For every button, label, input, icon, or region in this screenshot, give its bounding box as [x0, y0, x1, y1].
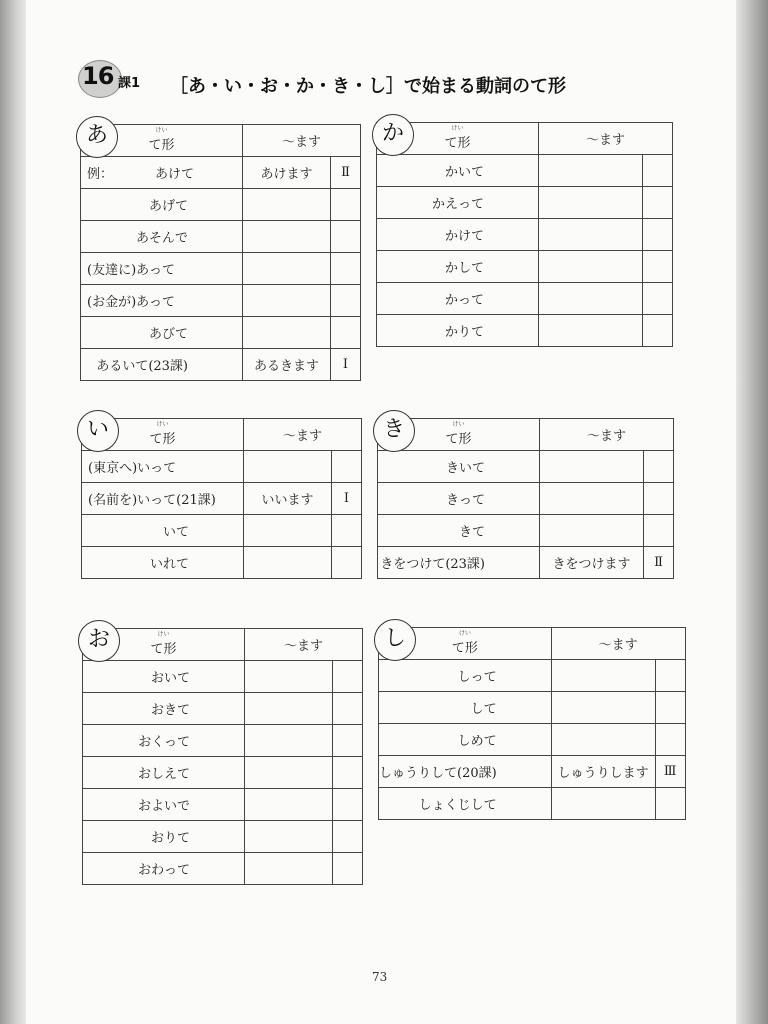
verb-row — [81, 221, 361, 253]
masu-form-cell — [245, 789, 333, 821]
te-form-cell — [83, 725, 245, 757]
te-form-text: きいて — [445, 461, 485, 476]
te-form-cell — [377, 155, 539, 187]
verb-group-cell — [333, 821, 363, 853]
te-form-cell — [379, 724, 552, 756]
masu-form-cell — [245, 661, 333, 693]
verb-table — [377, 418, 674, 579]
masu-form-cell — [551, 724, 655, 756]
masu-form-cell — [244, 451, 332, 483]
te-form-cell — [83, 693, 245, 725]
te-form-cell — [81, 221, 243, 253]
verb-group-cell — [333, 757, 363, 789]
te-form-header: けい て形 — [379, 628, 552, 660]
te-form-text: かけて — [444, 229, 484, 244]
te-form-text: して — [470, 702, 497, 717]
te-form-text: しゅうりして(20課) — [379, 766, 497, 781]
te-form-cell — [377, 219, 539, 251]
verb-row — [377, 283, 673, 315]
masu-form-cell — [245, 821, 333, 853]
section-kana-circle: し — [374, 619, 416, 661]
te-form-text: おりて — [150, 831, 190, 846]
verb-row — [81, 285, 361, 317]
te-form-cell — [378, 515, 540, 547]
masu-form-cell — [540, 451, 644, 483]
masu-form-cell — [539, 283, 643, 315]
masu-form-cell — [245, 757, 333, 789]
section-kana-circle: い — [77, 410, 119, 452]
verb-table — [376, 122, 673, 347]
te-form-text: あそんで — [135, 231, 188, 246]
verb-row — [81, 349, 361, 381]
te-form-text: しって — [457, 670, 497, 685]
section-ka — [376, 122, 673, 347]
verb-group-cell — [643, 187, 673, 219]
verb-group-cell — [332, 547, 362, 579]
te-form-text: しょくじして — [418, 798, 497, 813]
verb-row — [83, 725, 363, 757]
te-form-cell — [83, 757, 245, 789]
te-form-header: けい て形 — [83, 629, 245, 661]
masu-form-cell: あるきます — [243, 349, 331, 381]
te-form-cell — [82, 515, 244, 547]
masu-form-cell — [244, 515, 332, 547]
masu-header: 〜ます — [243, 125, 361, 157]
masu-form-cell: きをつけます — [540, 547, 644, 579]
verb-row — [379, 724, 686, 756]
te-form-cell — [81, 349, 243, 381]
masu-header: 〜ます — [551, 628, 685, 660]
te-form-header: けい て形 — [377, 123, 539, 155]
verb-row — [82, 483, 362, 515]
masu-form-cell — [243, 253, 331, 285]
book-binding-left — [0, 0, 26, 1024]
te-form-cell — [379, 756, 552, 788]
verb-row — [377, 155, 673, 187]
masu-header: 〜ます — [540, 419, 674, 451]
te-form-text: きをつけて(23課) — [380, 557, 485, 572]
masu-form-cell — [539, 219, 643, 251]
example-label: 例： — [87, 167, 114, 182]
te-form-cell — [377, 187, 539, 219]
te-form-text: かって — [444, 293, 484, 308]
te-form-text: あげて — [148, 199, 188, 214]
masu-form-cell — [539, 187, 643, 219]
te-form-text: おくって — [138, 735, 190, 750]
verb-row — [83, 853, 363, 885]
te-form-cell — [83, 821, 245, 853]
masu-header: 〜ます — [245, 629, 363, 661]
book-edge-right — [736, 0, 768, 1024]
te-form-text: あけて — [155, 167, 195, 182]
verb-table — [378, 627, 686, 820]
te-form-text: いて — [162, 525, 189, 540]
te-form-cell — [379, 660, 552, 692]
verb-group-cell — [331, 317, 361, 349]
te-form-header: けい て形 — [378, 419, 540, 451]
masu-form-cell — [540, 483, 644, 515]
masu-form-cell — [243, 189, 331, 221]
verb-row — [377, 251, 673, 283]
verb-group-cell — [644, 483, 674, 515]
te-form-cell — [82, 451, 244, 483]
page-number: 73 — [372, 970, 388, 984]
masu-form-cell — [243, 317, 331, 349]
te-form-text: かいて — [444, 165, 484, 180]
section-kana-circle: あ — [76, 116, 118, 158]
verb-row — [379, 692, 686, 724]
te-form-text: いれて — [149, 557, 189, 572]
te-form-cell — [377, 315, 539, 347]
verb-row — [82, 547, 362, 579]
verb-group-cell — [655, 692, 685, 724]
page-title: ［あ・い・お・か・き・し］で始まる動詞のて形 — [170, 76, 566, 97]
te-form-cell — [82, 547, 244, 579]
verb-row — [378, 451, 674, 483]
verb-group-cell — [333, 725, 363, 757]
te-form-cell — [378, 483, 540, 515]
te-form-text: きって — [445, 493, 485, 508]
verb-row — [82, 515, 362, 547]
verb-group-cell: Ⅱ — [331, 157, 361, 189]
te-form-cell — [81, 317, 243, 349]
section-o — [82, 628, 363, 885]
te-form-text: かりて — [444, 325, 484, 340]
masu-form-cell — [551, 660, 655, 692]
te-form-cell — [81, 157, 243, 189]
verb-group-cell — [643, 251, 673, 283]
verb-group-cell: Ⅰ — [332, 483, 362, 515]
masu-form-cell — [243, 221, 331, 253]
verb-row — [379, 660, 686, 692]
verb-group-cell — [655, 660, 685, 692]
te-form-text: おいて — [150, 671, 190, 686]
te-form-cell — [82, 483, 244, 515]
verb-group-cell — [644, 451, 674, 483]
verb-row — [83, 821, 363, 853]
masu-header: 〜ます — [539, 123, 673, 155]
lesson-number: 16 — [82, 62, 114, 90]
masu-form-cell — [539, 155, 643, 187]
masu-header: 〜ます — [244, 419, 362, 451]
te-form-text: (友達に)あって — [87, 263, 176, 278]
verb-group-cell — [333, 789, 363, 821]
te-form-text: かして — [444, 261, 484, 276]
section-kana-circle: お — [78, 620, 120, 662]
verb-group-cell — [333, 661, 363, 693]
te-form-cell — [83, 661, 245, 693]
te-form-text: きて — [458, 525, 485, 540]
verb-table — [80, 124, 361, 381]
te-form-header: けい て形 — [81, 125, 243, 157]
te-form-text: およいで — [137, 799, 190, 814]
verb-row — [377, 219, 673, 251]
verb-row — [378, 547, 674, 579]
verb-row — [81, 253, 361, 285]
verb-group-cell — [333, 693, 363, 725]
verb-group-cell — [331, 285, 361, 317]
masu-form-cell: あけます — [243, 157, 331, 189]
verb-group-cell — [643, 219, 673, 251]
te-form-header: けい て形 — [82, 419, 244, 451]
verb-row — [81, 157, 361, 189]
verb-row — [379, 756, 686, 788]
section-ki — [377, 418, 674, 579]
verb-group-cell: Ⅱ — [644, 547, 674, 579]
te-form-text: (お金が)あって — [87, 295, 176, 310]
section-i — [81, 418, 362, 579]
verb-row — [81, 317, 361, 349]
verb-group-cell — [331, 253, 361, 285]
verb-row — [378, 483, 674, 515]
verb-group-cell: Ⅲ — [655, 756, 685, 788]
te-form-cell — [377, 251, 539, 283]
verb-group-cell: Ⅰ — [331, 349, 361, 381]
verb-table — [81, 418, 362, 579]
te-form-text: (名前を)いって(21課) — [88, 493, 216, 508]
masu-form-cell — [243, 285, 331, 317]
te-form-cell — [83, 853, 245, 885]
verb-group-cell — [643, 155, 673, 187]
verb-row — [379, 788, 686, 820]
te-form-text: おきて — [150, 703, 190, 718]
verb-row — [83, 789, 363, 821]
te-form-cell — [378, 547, 540, 579]
verb-group-cell — [643, 315, 673, 347]
section-a — [80, 124, 361, 381]
te-form-cell — [81, 285, 243, 317]
te-form-text: しめて — [457, 734, 497, 749]
verb-table — [82, 628, 363, 885]
verb-group-cell — [331, 189, 361, 221]
verb-row — [81, 189, 361, 221]
te-form-text: あびて — [148, 327, 188, 342]
lesson-badge — [78, 60, 146, 96]
masu-form-cell — [539, 251, 643, 283]
masu-form-cell: しゅうりします — [551, 756, 655, 788]
te-form-cell — [379, 788, 552, 820]
verb-group-cell — [331, 221, 361, 253]
verb-group-cell — [644, 515, 674, 547]
masu-form-cell — [540, 515, 644, 547]
verb-row — [83, 693, 363, 725]
section-kana-circle: き — [373, 410, 415, 452]
verb-row — [83, 661, 363, 693]
section-kana-circle: か — [372, 114, 414, 156]
verb-row — [377, 315, 673, 347]
masu-form-cell — [245, 853, 333, 885]
masu-form-cell — [551, 692, 655, 724]
te-form-text: (東京へ)いって — [88, 461, 177, 476]
verb-row — [378, 515, 674, 547]
te-form-text: かえって — [431, 197, 484, 212]
te-form-text: おわって — [138, 863, 190, 878]
verb-row — [377, 187, 673, 219]
masu-form-cell — [551, 788, 655, 820]
verb-group-cell — [333, 853, 363, 885]
te-form-text: おしえて — [137, 767, 190, 782]
te-form-cell — [378, 451, 540, 483]
te-form-cell — [83, 789, 245, 821]
masu-form-cell — [244, 547, 332, 579]
te-form-cell — [81, 189, 243, 221]
verb-group-cell — [643, 283, 673, 315]
verb-group-cell — [655, 724, 685, 756]
te-form-cell — [81, 253, 243, 285]
te-form-cell — [379, 692, 552, 724]
verb-row — [83, 757, 363, 789]
verb-group-cell — [332, 451, 362, 483]
masu-form-cell: いいます — [244, 483, 332, 515]
verb-group-cell — [655, 788, 685, 820]
te-form-cell — [377, 283, 539, 315]
section-shi — [378, 627, 686, 820]
masu-form-cell — [539, 315, 643, 347]
verb-group-cell — [332, 515, 362, 547]
te-form-text: あるいて(23課) — [96, 359, 188, 374]
masu-form-cell — [245, 725, 333, 757]
masu-form-cell — [245, 693, 333, 725]
lesson-suffix: 課1 — [118, 76, 141, 91]
verb-row — [82, 451, 362, 483]
